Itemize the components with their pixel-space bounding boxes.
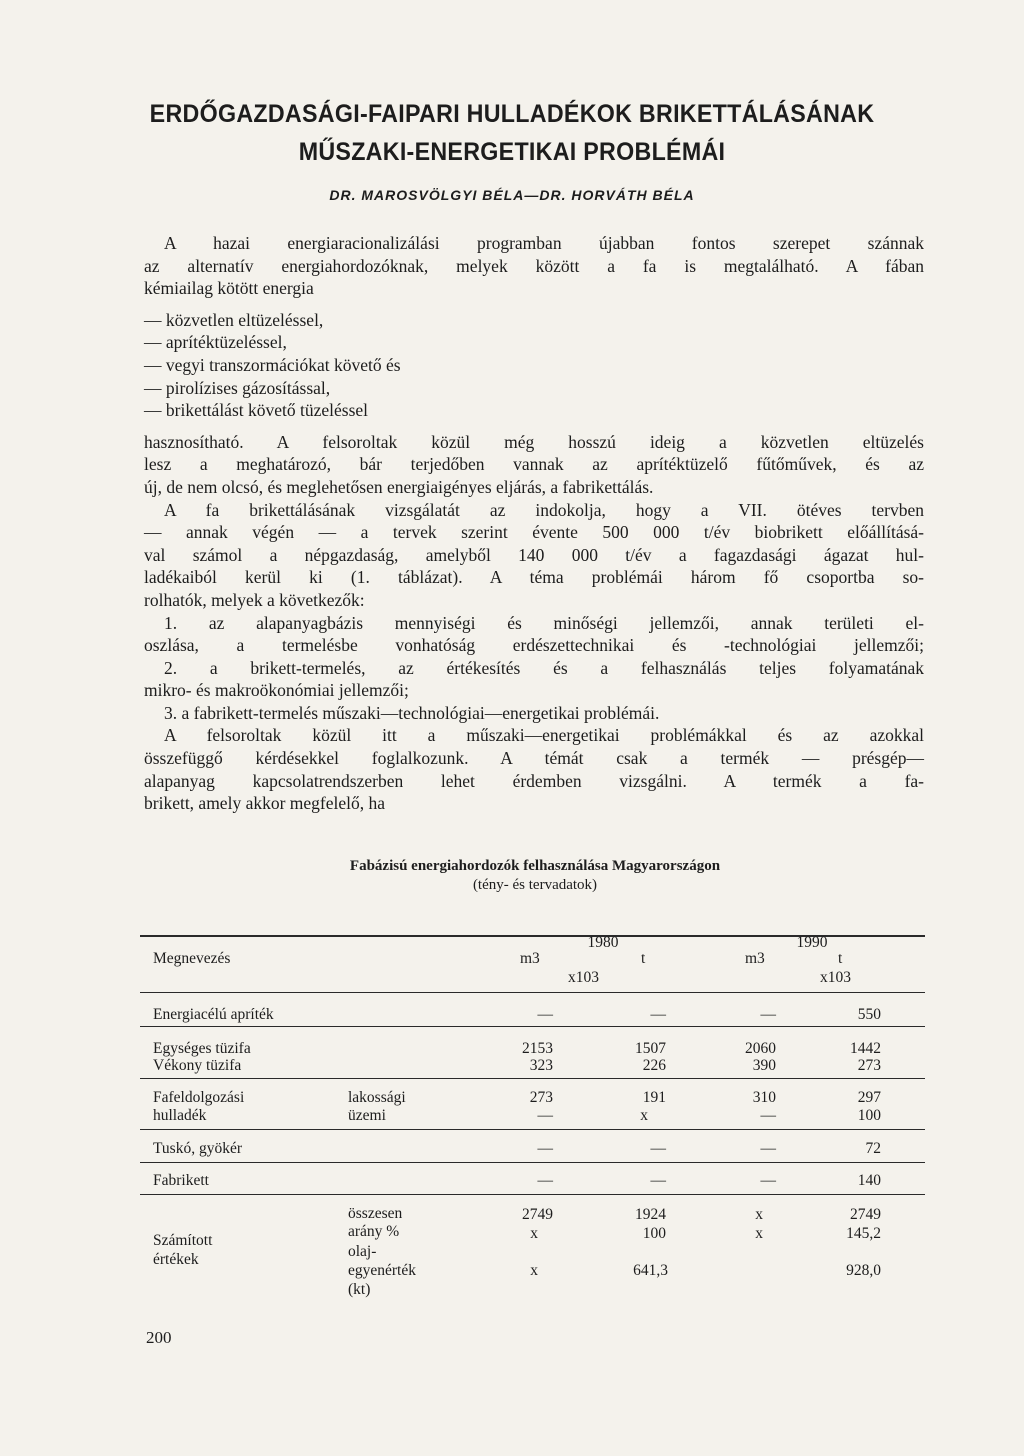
cell-value: — bbox=[760, 1006, 776, 1023]
table-subcaption: (tény- és tervadatok) bbox=[472, 877, 598, 893]
calc-subname: (kt) bbox=[348, 1281, 371, 1298]
dash-item: — brikettálást követő tüzeléssel bbox=[144, 400, 369, 421]
cell-value: x bbox=[755, 1206, 763, 1223]
calc-name: Számított bbox=[153, 1232, 213, 1249]
cell-value: — bbox=[650, 1006, 666, 1023]
authors: DR. MAROSVÖLGYI BÉLA—DR. HORVÁTH BÉLA bbox=[329, 187, 695, 203]
cell-value: 100 bbox=[857, 1107, 881, 1124]
para-line: rolhatók, melyek a következők: bbox=[144, 589, 365, 610]
cell-value: 2060 bbox=[745, 1040, 776, 1057]
row-rule bbox=[140, 1162, 925, 1163]
para-line: alapanyag kapcsolatrendszerben lehet érdemben vizsgálni. A termék a fa- bbox=[144, 770, 924, 791]
row-name: Tuskó, gyökér bbox=[153, 1140, 242, 1157]
cell-value: 2749 bbox=[850, 1206, 881, 1223]
dash-item: — aprítéktüzeléssel, bbox=[144, 332, 287, 353]
para-line: val számol a népgazdaság, amelyből 140 000 t/év a fagazdasági ágazat hul- bbox=[144, 544, 924, 565]
para-line: lesz a meghatározó, bár terjedőben vannak az aprítéktüzelő fűtőművek, és az bbox=[144, 454, 924, 475]
cell-value: x bbox=[530, 1225, 538, 1242]
cell-value: 323 bbox=[529, 1057, 553, 1074]
cell-value: 2749 bbox=[522, 1206, 553, 1223]
dash-item: — vegyi transzormációkat követő és bbox=[144, 354, 401, 375]
calc-subname: olaj- bbox=[348, 1243, 377, 1260]
cell-value: 72 bbox=[865, 1140, 881, 1157]
cell-value: 641,3 bbox=[633, 1262, 668, 1279]
cell-value: 100 bbox=[642, 1225, 666, 1242]
para-line: összefüggő kérdésekkel foglalkozunk. A témát csak a termék — présgép— bbox=[144, 748, 924, 769]
header-unit: t bbox=[838, 950, 843, 967]
dash-item: — pirolízises gázosítással, bbox=[144, 377, 331, 398]
cell-value: 226 bbox=[642, 1057, 666, 1074]
cell-value: — bbox=[537, 1107, 553, 1124]
header-name: Megnevezés bbox=[153, 950, 231, 967]
row-name: Fabrikett bbox=[153, 1172, 209, 1189]
page-number: 200 bbox=[146, 1328, 172, 1347]
intro-line: kémiailag kötött energia bbox=[144, 278, 314, 299]
header-unit: t bbox=[641, 950, 646, 967]
row-subname: lakossági bbox=[348, 1089, 406, 1106]
header-multiplier: x103 bbox=[820, 969, 851, 986]
cell-value: — bbox=[537, 1006, 553, 1023]
header-unit: m3 bbox=[520, 950, 540, 967]
para-line: új, de nem olcsó, és meglehetősen energiaigényes eljárás, a fabrikettálás. bbox=[144, 476, 654, 497]
list-item-2: 2. a brikett-termelés, az értékesítés és a felhasználás teljes folyamatának bbox=[164, 657, 924, 678]
row-name: Fafeldolgozási bbox=[153, 1089, 245, 1106]
intro-line: az alternatív energiahordozóknak, melyek között a fa is megtalálható. A fában bbox=[144, 255, 924, 276]
para-line: oszlása, a termelésbe vonhatóság erdészettechnikai és -technológiai jellemzői; bbox=[144, 635, 924, 656]
row-rule bbox=[140, 1129, 925, 1130]
para-line: A felsoroltak közül itt a műszaki—energetikai problémákkal és az azokkal bbox=[164, 725, 924, 746]
cell-value: 273 bbox=[529, 1089, 553, 1106]
table-caption: Fabázisú energiahordozók felhasználása Magyarországon bbox=[349, 858, 721, 874]
row-name: Vékony tüzifa bbox=[153, 1057, 242, 1074]
cell-value: x bbox=[530, 1262, 538, 1279]
cell-value: 928,0 bbox=[846, 1262, 881, 1279]
list-item-1: 1. az alapanyagbázis mennyiségi és minőségi jellemzői, annak területi el- bbox=[164, 612, 924, 633]
row-rule bbox=[140, 1078, 925, 1079]
title-line-2: MŰSZAKI-ENERGETIKAI PROBLÉMÁI bbox=[298, 138, 726, 166]
calc-subname: egyenérték bbox=[348, 1262, 416, 1279]
row-name: hulladék bbox=[153, 1107, 207, 1124]
calc-name: értékek bbox=[153, 1251, 199, 1268]
row-name: Egységes tüzifa bbox=[153, 1040, 251, 1057]
cell-value: — bbox=[650, 1172, 666, 1189]
data-table-body bbox=[148, 0, 925, 1400]
para-line: ladékaiból kerül ki (1. táblázat). A téma problémái három fő csoportba so- bbox=[144, 567, 924, 588]
cell-value: 297 bbox=[857, 1089, 881, 1106]
cell-value: — bbox=[537, 1172, 553, 1189]
para-line: A fa brikettálásának vizsgálatát az indokolja, hogy a VII. ötéves tervben bbox=[164, 499, 924, 520]
para-line: — annak végén — a tervek szerint évente 500 000 t/év biobrikett előállításá- bbox=[144, 522, 924, 543]
calc-subname: arány % bbox=[348, 1223, 400, 1240]
cell-value: 2153 bbox=[522, 1040, 553, 1057]
row-rule bbox=[140, 1026, 925, 1027]
cell-value: 310 bbox=[752, 1089, 776, 1106]
header-unit: m3 bbox=[745, 950, 765, 967]
cell-value: — bbox=[760, 1107, 776, 1124]
cell-value: 1507 bbox=[635, 1040, 666, 1057]
cell-value: 1442 bbox=[850, 1040, 881, 1057]
cell-value: x bbox=[755, 1225, 763, 1242]
calc-subname: összesen bbox=[348, 1205, 403, 1222]
para-line: hasznosítható. A felsoroltak közül még hosszú ideig a közvetlen eltüzelés bbox=[144, 431, 924, 452]
cell-value: — bbox=[760, 1172, 776, 1189]
row-subname: üzemi bbox=[348, 1107, 386, 1124]
cell-value: — bbox=[760, 1140, 776, 1157]
para-line: brikett, amely akkor megfelelő, ha bbox=[144, 793, 386, 814]
row-rule bbox=[140, 1194, 925, 1195]
cell-value: 191 bbox=[642, 1089, 666, 1106]
row-name: Energiacélú apríték bbox=[153, 1006, 274, 1023]
dash-item: — közvetlen eltüzeléssel, bbox=[144, 309, 324, 330]
intro-line: A hazai energiaracionalizálási programban újabban fontos szerepet szánnak bbox=[164, 233, 924, 253]
cell-value: 1924 bbox=[635, 1206, 666, 1223]
header-multiplier: x103 bbox=[568, 969, 599, 986]
cell-value: x bbox=[640, 1107, 648, 1124]
cell-value: 390 bbox=[752, 1057, 776, 1074]
cell-value: — bbox=[537, 1140, 553, 1157]
cell-value: 550 bbox=[857, 1006, 881, 1023]
title-line-1: ERDŐGAZDASÁGI-FAIPARI HULLADÉKOK BRIKETTÁLÁSÁNAK bbox=[149, 100, 875, 128]
header-year-1990: 1990 bbox=[796, 934, 828, 951]
cell-value: 140 bbox=[857, 1172, 881, 1189]
para-line: mikro- és makroökonómiai jellemzői; bbox=[144, 680, 409, 701]
cell-value: — bbox=[650, 1140, 666, 1157]
list-item-3: 3. a fabrikett-termelés műszaki—technológiai—energetikai problémái. bbox=[164, 702, 660, 723]
cell-value: 145,2 bbox=[846, 1225, 881, 1242]
cell-value: 273 bbox=[857, 1057, 881, 1074]
header-year-1980: 1980 bbox=[587, 934, 619, 951]
